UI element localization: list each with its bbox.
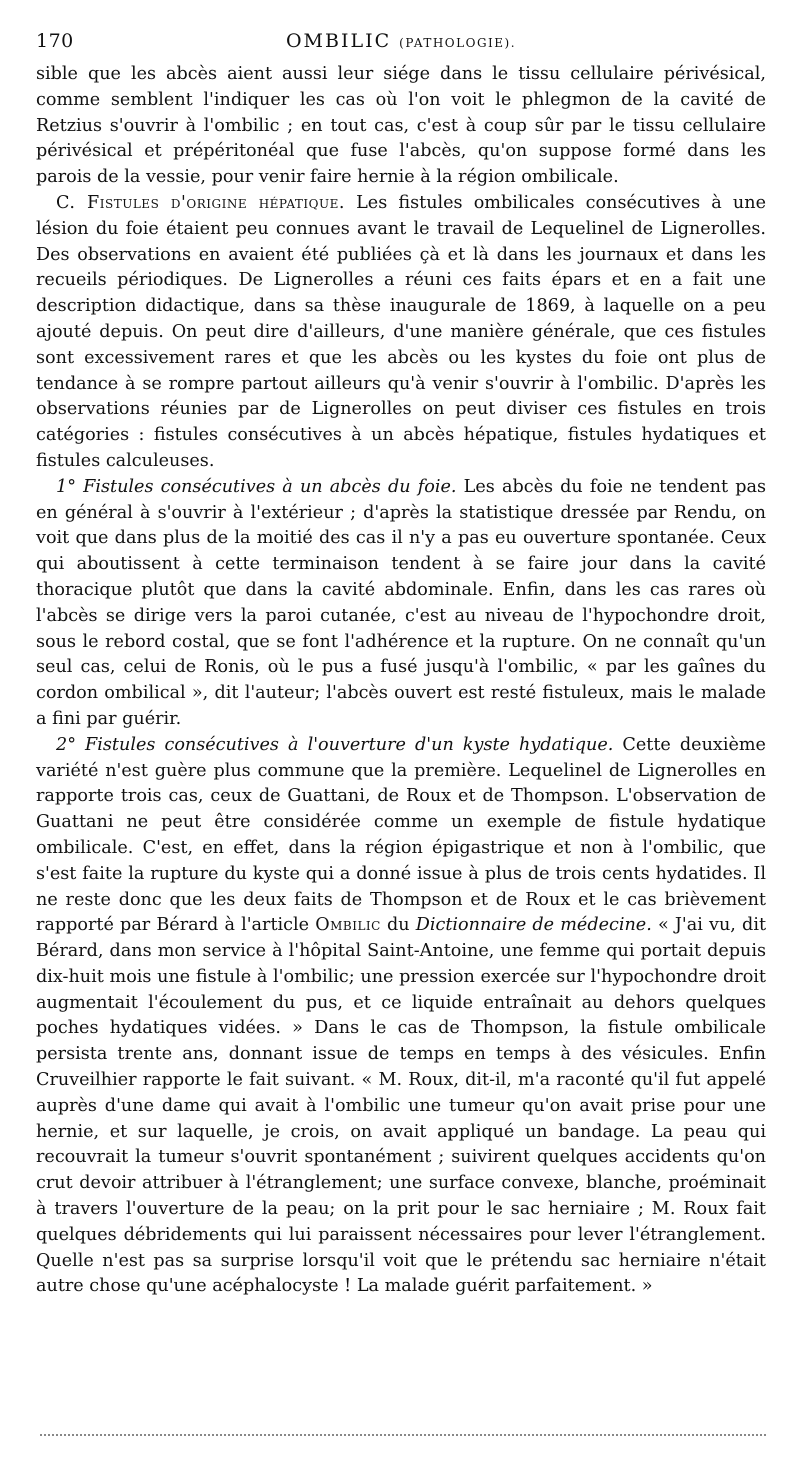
paragraph-text: sible que les abcès aient aussi leur siége dans le tissu cellulaire périvésical, comme semblent l'indiquer les cas où l'on voit le phlegmon de la cavité de Retzius s'ouvrir à l'ombilic ; en tout cas, c'est à coup sûr par le tissu cellulaire périvésical et prépéritonéal que fuse l'abcès, qu'on suppose formé dans les parois de la vessie, pour venir faire hernie à la région ombilicale. xyxy=(36,64,766,188)
paragraph-subsection-2 xyxy=(36,733,766,1301)
paragraph-text: Cette deuxième variété n'est guère plus commune que la première. Lequelinel de Lignerolles en rapporte trois cas, ceux de Guattani, de Roux et de Thompson. L'observation de Guattani ne peut être considérée comme un exemple de fistule hydatique ombilicale. C'est, en effet, dans la région épigastrique et non à l'ombilic, que s'est faite la rupture du kyste qui a donné issue à plus de trois cents hydatides. Il ne reste donc que les deux faits de Thompson et de Roux et le cas brièvement rapporté par Bérard à l'article xyxy=(36,734,766,936)
paragraph-text: Les fistules ombilicales consécutives à une lésion du foie étaient peu connues avant le travail de Lequelinel de Lignerolles. Des observations en avaient été publiées çà et là dans les journaux et dans les recueils périodiques. De Lignerolles a réuni ces faits épars et en a fait une description didactique, dans sa thèse inaugurale de 1869, à laquelle on a peu ajouté depuis. On peut dire d'ailleurs, d'une manière générale, que ces fistules sont excessivement rares et que les abcès ou les kystes du foie ont plus de tendance à se rompre partout ailleurs qu'à venir s'ouvrir à l'ombilic. D'après les observations réunies par de Lignerolles on peut diviser ces fistules en trois catégories : fistules consécutives à un abcès hépatique, fistules hydatiques et fistules calculeuses. xyxy=(36,192,766,471)
paragraph-continuation xyxy=(36,62,766,191)
paragraph-text: Les abcès du foie ne tendent pas en général à s'ouvrir à l'extérieur ; d'après la statistique dressée par Rendu, on voit que dans plus de la moitié des cas il n'y a pas eu ouverture spontanée. Ceux qui aboutissent à cette terminaison tendent à se faire jour dans la cavité thoracique plutôt que dans la cavité abdominale. Enfin, dans les cas rares où l'abcès se dirige vers la paroi cutanée, c'est au niveau de l'hypochondre droit, sous le rebord costal, que se font l'adhérence et la rupture. On ne connaît qu'un seul cas, celui de Ronis, où le pus a fusé jusqu'à l'ombilic, « par les gaînes du cordon ombilical », dit l'auteur; l'abcès ouvert est resté fistuleux, mais le malade a fini par guérir. xyxy=(36,476,766,729)
subsection-heading-1: 1° Fistules consécutives à un abcès du foie. xyxy=(56,476,457,497)
paragraph-text: « J'ai vu, dit Bérard, dans mon service à l'hôpital Saint-Antoine, une femme qui portait depuis dix-huit mois une fistule à l'ombilic; une pression exercée sur l'hypochondre droit augmentait l'écoulement du pus, et ce liquide entraînait au dehors quelques poches hydatiques vidées. » Dans le cas de Thompson, la fistule ombilicale persista trente ans, donnant issue de temps en temps à des vésicules. Enfin Cruveilhier rapporte le fait suivant. « M. Roux, dit-il, m'a raconté qu'il fut appelé auprès d'une dame qui avait à l'ombilic une tumeur qu'on avait prise pour une hernie, et sur laquelle, je crois, on avait appliqué un bandage. La peau qui recouvrait la tumeur s'ouvrit spontanément ; suivirent quelques accidents qu'on crut devoir attribuer à l'étranglement; une surface convexe, blanche, proéminait à travers l'ouverture de la peau; on la prit pour le sac herniaire ; M. Roux fait quelques débridements qui lui paraissent nécessaires pour lever l'étranglement. Quelle n'est pas sa surprise lorsqu'il voit que le prétendu sac herniaire n'était autre chose qu'une acéphalocyste ! La malade guérit parfaitement. » xyxy=(36,915,767,1297)
dictionary-reference: Dictionnaire de médecine. xyxy=(415,915,652,936)
article-reference: Ombilic xyxy=(315,915,381,936)
paragraph-section-c xyxy=(36,191,766,475)
section-heading-c: C. Fistules d'origine hépatique. xyxy=(56,192,345,213)
paragraph-subsection-1 xyxy=(36,475,766,733)
running-title-main: OMBILIC xyxy=(285,30,392,52)
footer-rule xyxy=(40,1434,766,1436)
subsection-heading-2: 2° Fistules consécutives à l'ouverture d'un kyste hydatique. xyxy=(56,734,614,755)
running-title-sub: (PATHOLOGIE). xyxy=(399,36,517,50)
running-head xyxy=(36,28,766,62)
running-title xyxy=(36,30,766,52)
document-page xyxy=(36,28,766,1300)
paragraph-text: du xyxy=(380,915,416,936)
page-number: 170 xyxy=(36,30,74,52)
